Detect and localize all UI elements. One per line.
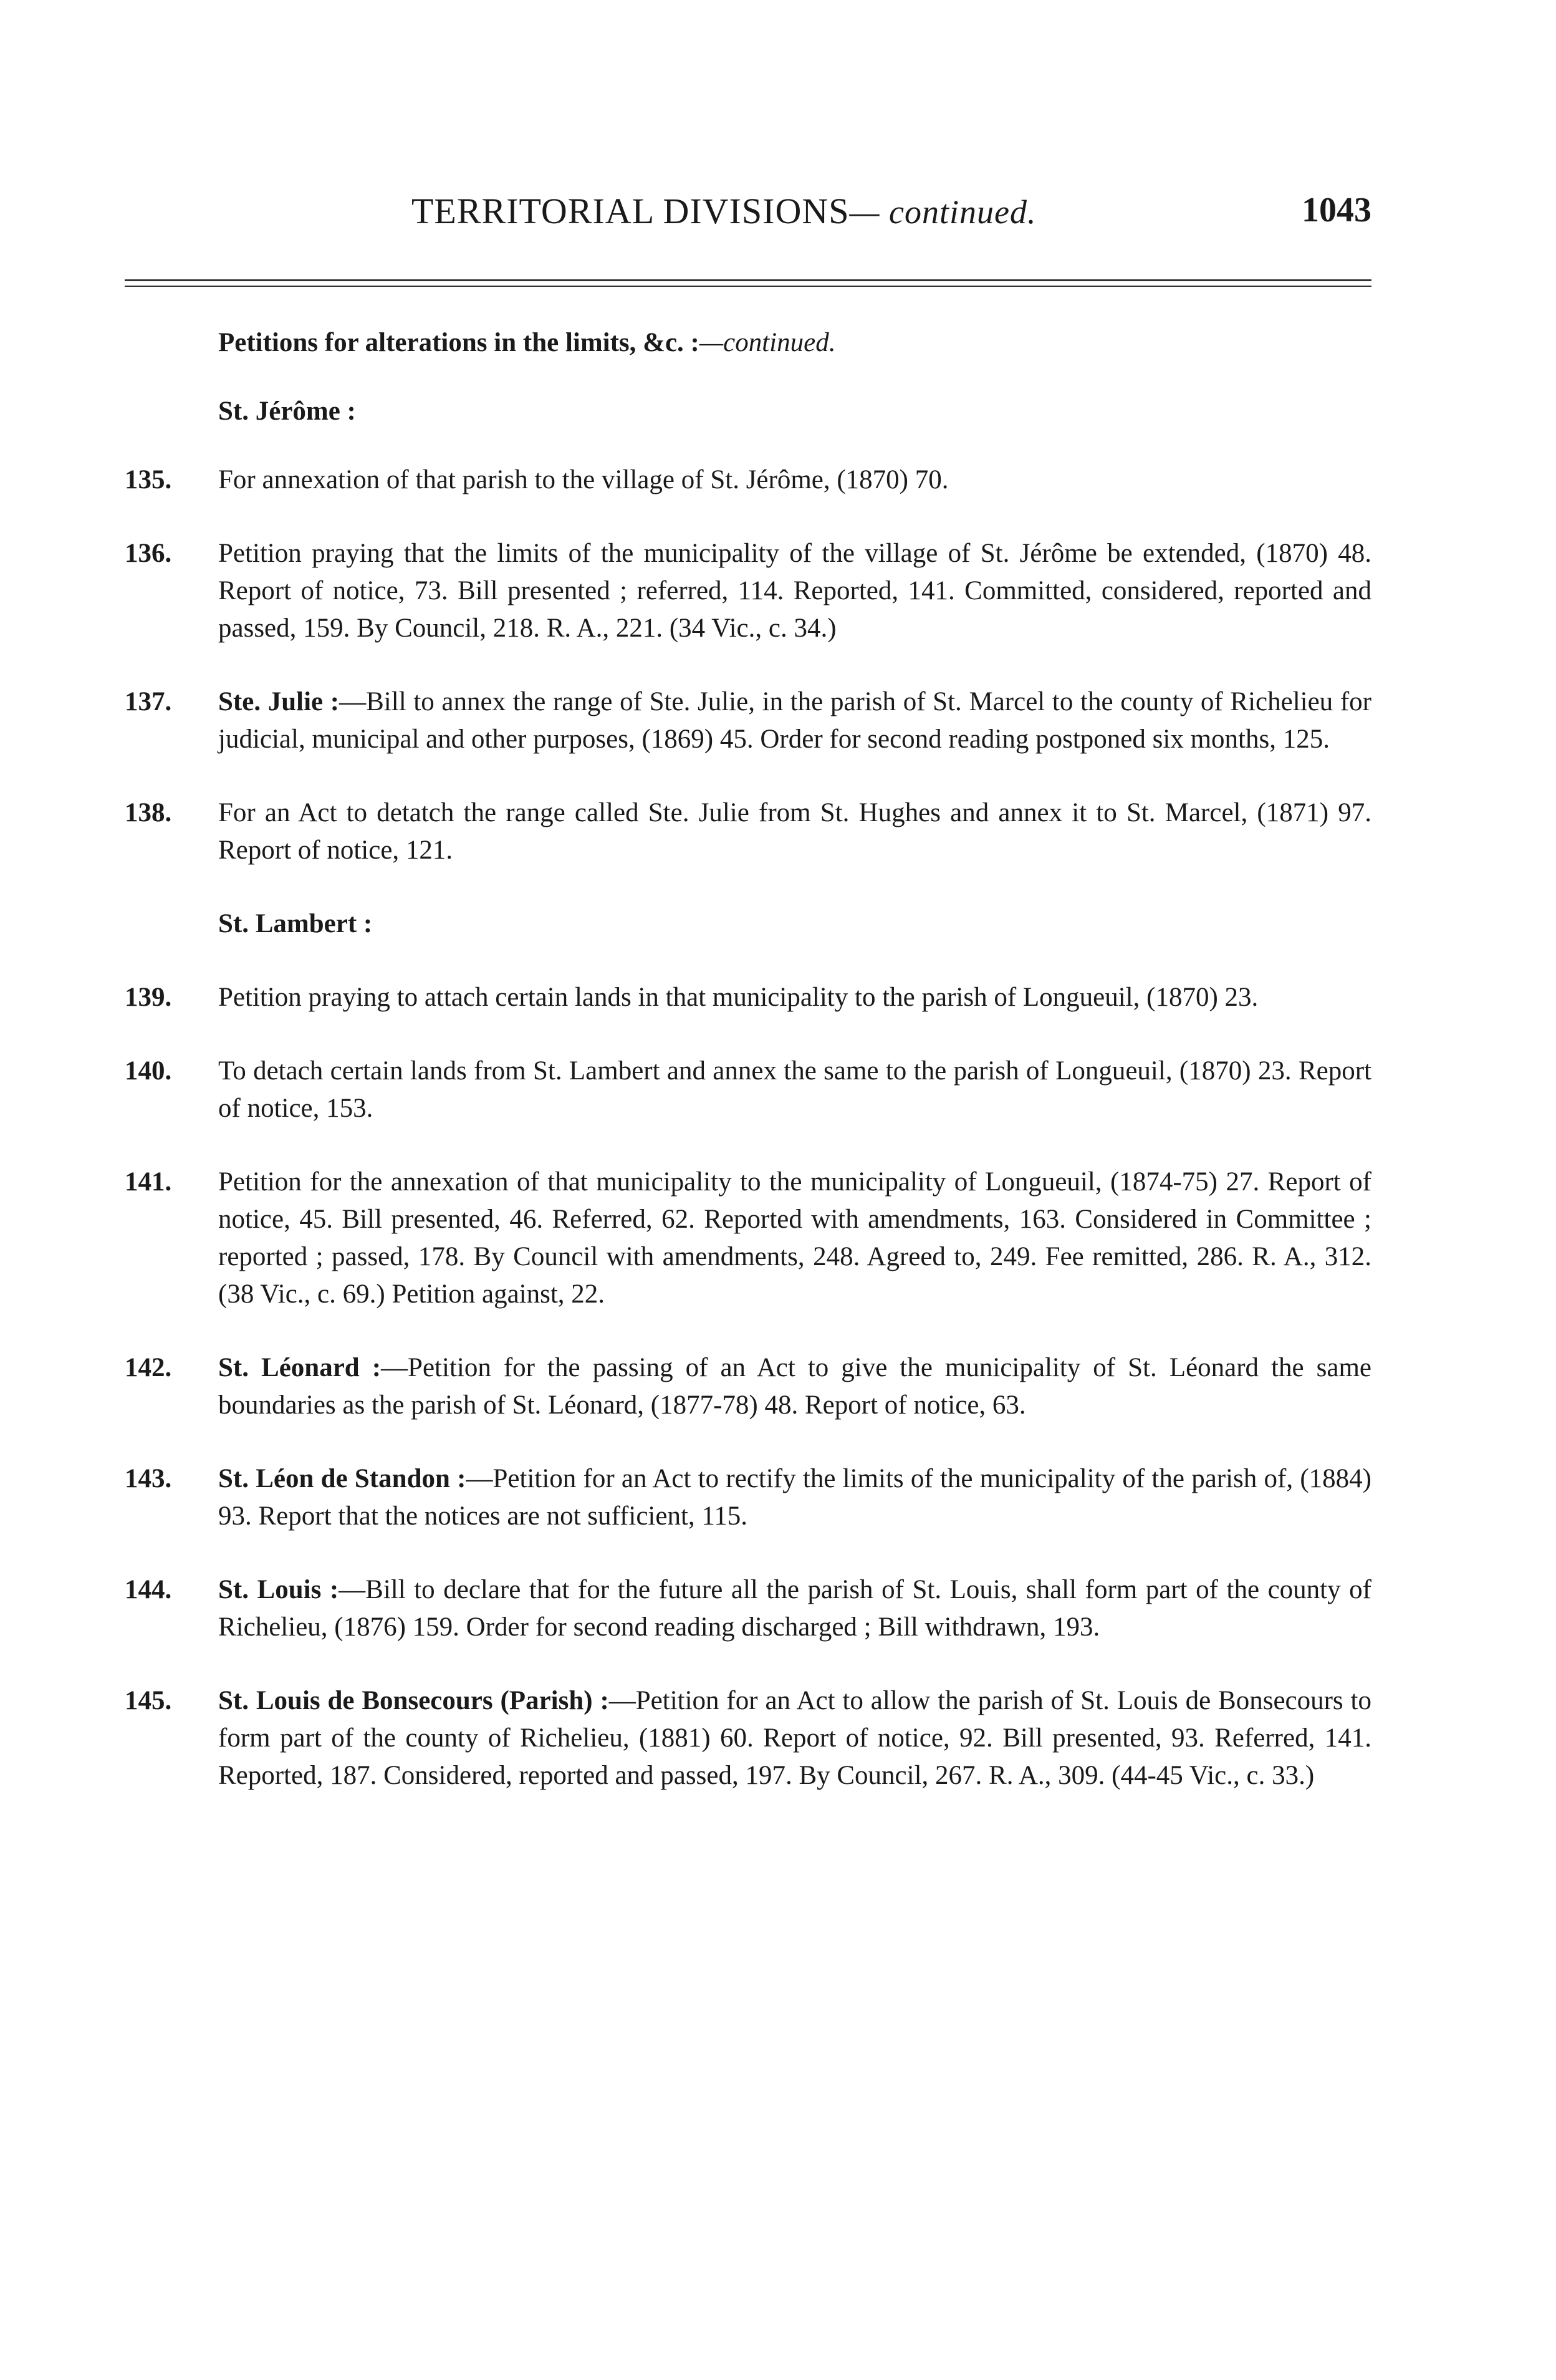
entry-137	[125, 683, 1371, 758]
page-number: 1043	[1302, 191, 1371, 229]
entry-text: —Bill to annex the range of Ste. Julie, in the parish of St. Marcel to the county of Richelieu for judicial, municipal and other purposes, (1869) 45. Order for second reading postponed six months, 125.	[218, 687, 1371, 754]
entry-135	[125, 461, 1371, 499]
entry-text: To detach certain lands from St. Lambert and annex the same to the parish of Longueuil, (1870) 23. Report of notice, 153.	[218, 1056, 1371, 1123]
header-rule-bottom	[125, 286, 1371, 287]
header-rule-top	[125, 279, 1371, 281]
page-body	[125, 324, 1371, 1795]
entry-145	[125, 1682, 1371, 1795]
running-title-text: TERRITORIAL DIVISIONS	[411, 191, 850, 231]
entry-143	[125, 1460, 1371, 1535]
section-heading-text: Petitions for alterations in the limits, &c. :	[218, 328, 699, 357]
entry-keyword: St. Léonard :	[218, 1353, 382, 1382]
entry-text: —Petition for the passing of an Act to give the municipality of St. Léonard the same boundaries as the parish of St. Léonard, (1877-78) 48. Report of notice, 63.	[218, 1353, 1371, 1420]
entry-keyword: Ste. Julie :	[218, 687, 340, 716]
entry-number: 136.	[125, 539, 172, 568]
entry-number: 135.	[125, 465, 172, 494]
entry-keyword: St. Louis :	[218, 1575, 339, 1604]
entry-number: 143.	[125, 1464, 172, 1493]
entry-number: 137.	[125, 687, 172, 716]
entry-number: 140.	[125, 1056, 172, 1086]
entry-142	[125, 1349, 1371, 1424]
section-heading-continued: —continued.	[699, 328, 836, 357]
entry-136	[125, 535, 1371, 647]
entry-text: —Bill to declare that for the future all the parish of St. Louis, shall form part of the county of Richelieu, (1876) 159. Order for second reading discharged ; Bill withdrawn, 193.	[218, 1575, 1371, 1642]
entry-keyword: St. Léon de Standon :	[218, 1464, 466, 1493]
entry-number: 138.	[125, 798, 172, 827]
page-header	[125, 190, 1371, 253]
entry-text: —Petition for an Act to rectify the limits of the municipality of the parish of, (1884) 93. Report that the notices are not sufficient, 115.	[218, 1464, 1371, 1531]
entry-text: For annexation of that parish to the village of St. Jérôme, (1870) 70.	[218, 465, 949, 494]
entry-number: 145.	[125, 1686, 172, 1715]
entry-number: 141.	[125, 1167, 172, 1197]
section-heading	[218, 324, 1371, 362]
entry-number: 139.	[125, 983, 172, 1012]
running-title	[411, 190, 1036, 232]
subheading: St. Lambert :	[218, 909, 373, 938]
entry-number: 142.	[125, 1353, 172, 1382]
entry-text: For an Act to detatch the range called Ste. Julie from St. Hughes and annex it to St. Marcel, (1871) 97. Report of notice, 121.	[218, 798, 1371, 865]
entry-text: Petition for the annexation of that municipality to the municipality of Longueuil, (1874-75) 27. Report of notice, 45. Bill presented, 46. Referred, 62. Reported with amendments, 163. Considered in Committee ; reported ; passed, 178. By Council with amendments, 248. Agreed to, 249. Fee remitted, 286. R. A., 312. (38 Vic., c. 69.) Petition against, 22.	[218, 1167, 1371, 1309]
entry-text: Petition praying that the limits of the municipality of the village of St. Jérôme be extended, (1870) 48. Report of notice, 73. Bill presented ; referred, 114. Reported, 141. Committed, considered, reported and passed, 159. By Council, 218. R. A., 221. (34 Vic., c. 34.)	[218, 539, 1371, 643]
entry-138	[125, 794, 1371, 869]
entry-139	[125, 979, 1371, 1016]
entry-number: 144.	[125, 1575, 172, 1604]
entry-144	[125, 1571, 1371, 1646]
subheading: St. Jérôme :	[218, 397, 356, 426]
entry-text: —Petition for an Act to allow the parish of St. Louis de Bonsecours to form part of the county of Richelieu, (1881) 60. Report of notice, 92. Bill presented, 93. Referred, 141. Reported, 187. Considered, reported and passed, 197. By Council, 267. R. A., 309. (44-45 Vic., c. 33.)	[218, 1686, 1371, 1790]
entry-keyword: St. Louis de Bonsecours (Parish) :	[218, 1686, 609, 1715]
entry-140	[125, 1053, 1371, 1127]
entry-141	[125, 1164, 1371, 1313]
running-title-continued: — continued.	[849, 193, 1037, 231]
entry-text: Petition praying to attach certain lands in that municipality to the parish of Longueuil, (1870) 23.	[218, 983, 1259, 1012]
